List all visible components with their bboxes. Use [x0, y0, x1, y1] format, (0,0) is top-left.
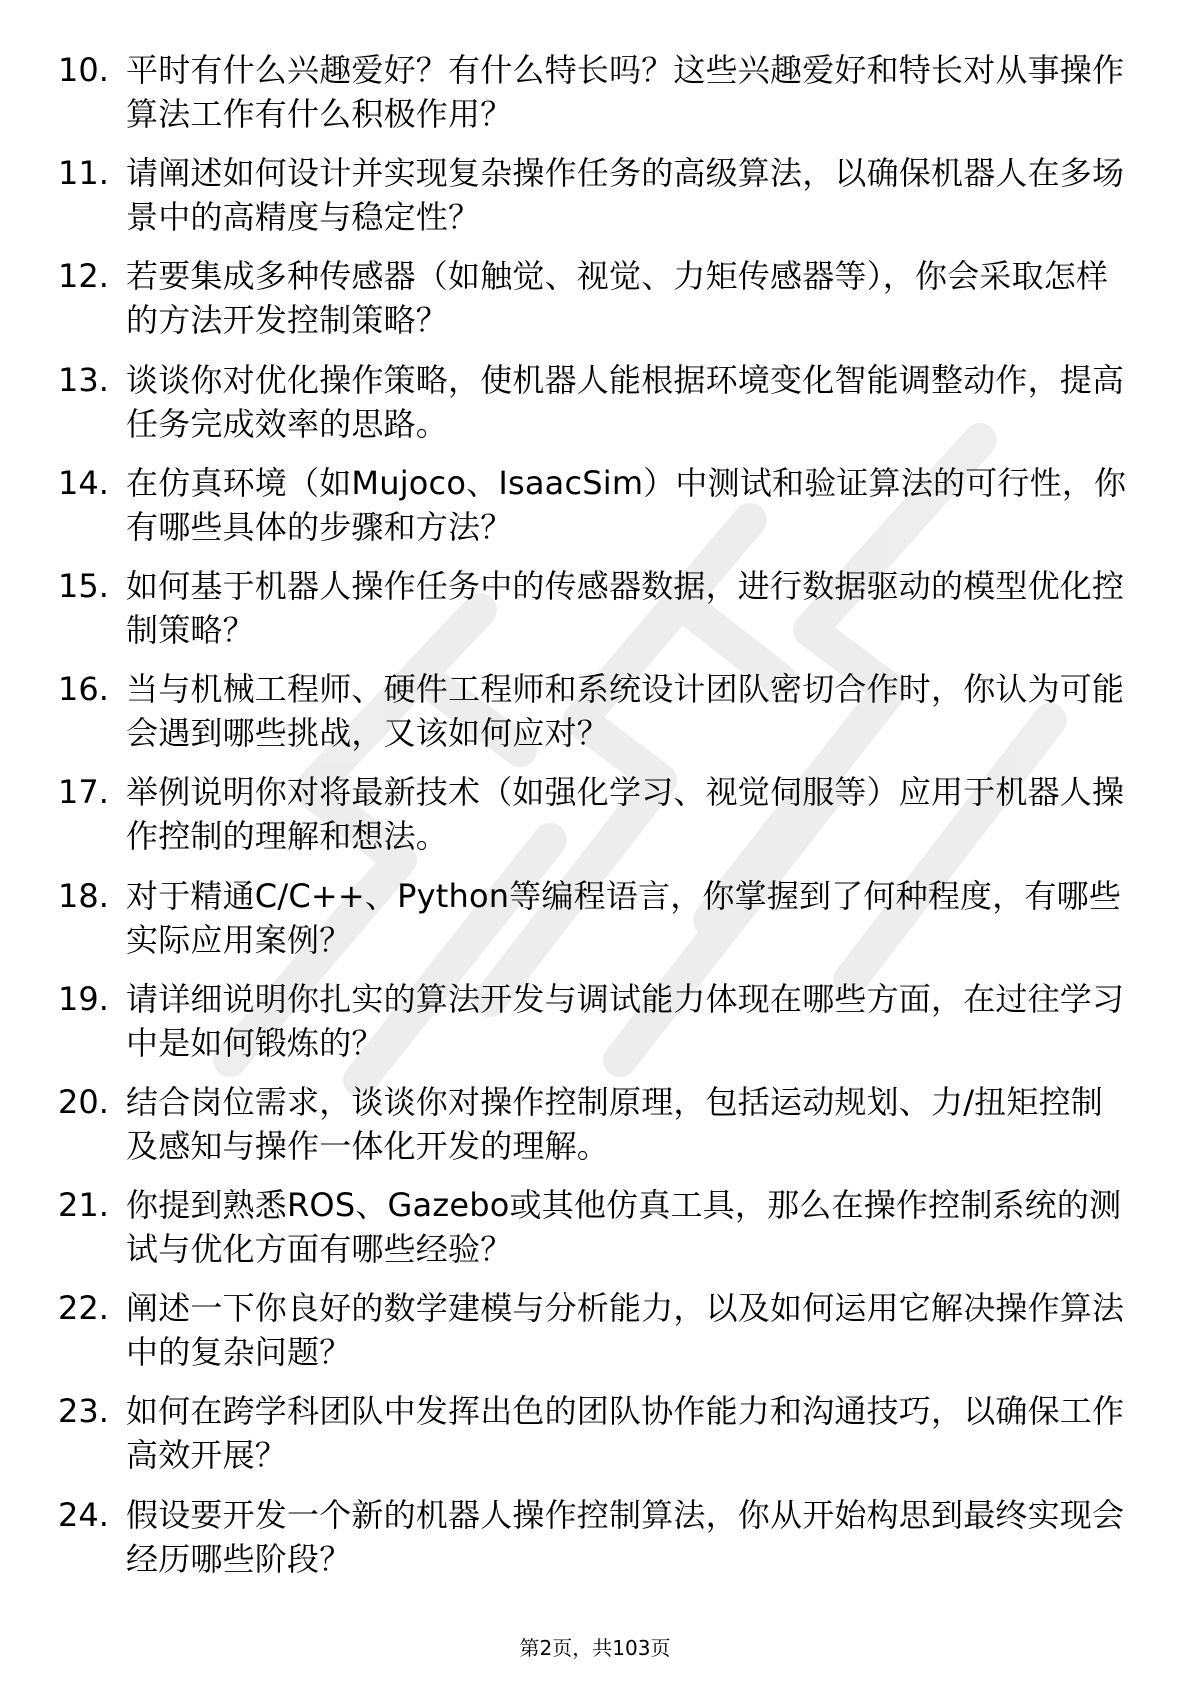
question-item-12	[58, 254, 1133, 357]
question-number: 19.	[58, 979, 109, 1018]
question-item-22	[58, 1286, 1133, 1389]
question-text: 如何在跨学科团队中发挥出色的团队协作能力和沟通技巧，以确保工作高效开展？	[126, 1392, 1125, 1475]
question-item-11	[58, 151, 1133, 254]
question-text: 若要集成多种传感器（如触觉、视觉、力矩传感器等），你会采取怎样的方法开发控制策略？	[126, 257, 1109, 340]
question-text: 举例说明你对将最新技术（如强化学习、视觉伺服等）应用于机器人操作控制的理解和想法。	[126, 773, 1125, 856]
question-item-15	[58, 564, 1133, 667]
question-number: 24.	[58, 1495, 109, 1534]
question-number: 22.	[58, 1289, 109, 1328]
question-text: 请阐述如何设计并实现复杂操作任务的高级算法，以确保机器人在多场景中的高精度与稳定性？	[126, 154, 1125, 237]
question-number: 20.	[58, 1082, 109, 1121]
question-text: 当与机械工程师、硬件工程师和系统设计团队密切合作时，你认为可能会遇到哪些挑战，又该如何应对？	[126, 670, 1125, 753]
question-text: 谈谈你对优化操作策略，使机器人能根据环境变化智能调整动作，提高任务完成效率的思路。	[126, 360, 1125, 443]
question-item-23	[58, 1389, 1133, 1492]
question-text: 假设要开发一个新的机器人操作控制算法，你从开始构思到最终实现会经历哪些阶段？	[126, 1495, 1125, 1578]
question-text: 结合岗位需求，谈谈你对操作控制原理，包括运动规划、力/扭矩控制及感知与操作一体化开发的理解。	[126, 1082, 1103, 1165]
question-item-14	[58, 461, 1133, 564]
question-number: 16.	[58, 670, 109, 709]
question-number: 23.	[58, 1392, 109, 1431]
question-number: 11.	[58, 154, 109, 193]
question-item-20	[58, 1080, 1133, 1183]
question-text: 请详细说明你扎实的算法开发与调试能力体现在哪些方面，在过往学习中是如何锻炼的？	[126, 979, 1125, 1062]
question-number: 14.	[58, 463, 109, 502]
question-number: 13.	[58, 360, 109, 399]
question-item-16	[58, 667, 1133, 770]
question-text: 对于精通C/C++、Python等编程语言，你掌握到了何种程度，有哪些实际应用案例？	[126, 876, 1122, 959]
page-number-label: 第2页，共103页	[519, 1636, 671, 1660]
question-number: 12.	[58, 257, 109, 296]
question-item-21	[58, 1183, 1133, 1286]
question-item-17	[58, 770, 1133, 873]
question-text: 如何基于机器人操作任务中的传感器数据，进行数据驱动的模型优化控制策略？	[126, 566, 1125, 649]
question-text: 在仿真环境（如Mujoco、IsaacSim）中测试和验证算法的可行性，你有哪些具体的步骤和方法？	[126, 463, 1127, 546]
question-item-18	[58, 874, 1133, 977]
question-text: 阐述一下你良好的数学建模与分析能力，以及如何运用它解决操作算法中的复杂问题？	[126, 1289, 1125, 1372]
question-number: 10.	[58, 51, 109, 89]
question-number: 18.	[58, 876, 109, 915]
question-item-24	[58, 1493, 1133, 1596]
page-footer	[0, 1634, 1190, 1662]
question-item-10	[58, 48, 1133, 151]
question-text: 你提到熟悉ROS、Gazebo或其他仿真工具，那么在操作控制系统的测试与优化方面有哪些经验？	[126, 1186, 1122, 1269]
question-number: 17.	[58, 773, 109, 812]
question-item-13	[58, 358, 1133, 461]
question-text: 平时有什么兴趣爱好？有什么特长吗？这些兴趣爱好和特长对从事操作算法工作有什么积极作用？	[126, 51, 1125, 133]
question-number: 21.	[58, 1186, 109, 1225]
question-number: 15.	[58, 566, 109, 605]
question-item-19	[58, 977, 1133, 1080]
question-list	[58, 48, 1133, 1596]
